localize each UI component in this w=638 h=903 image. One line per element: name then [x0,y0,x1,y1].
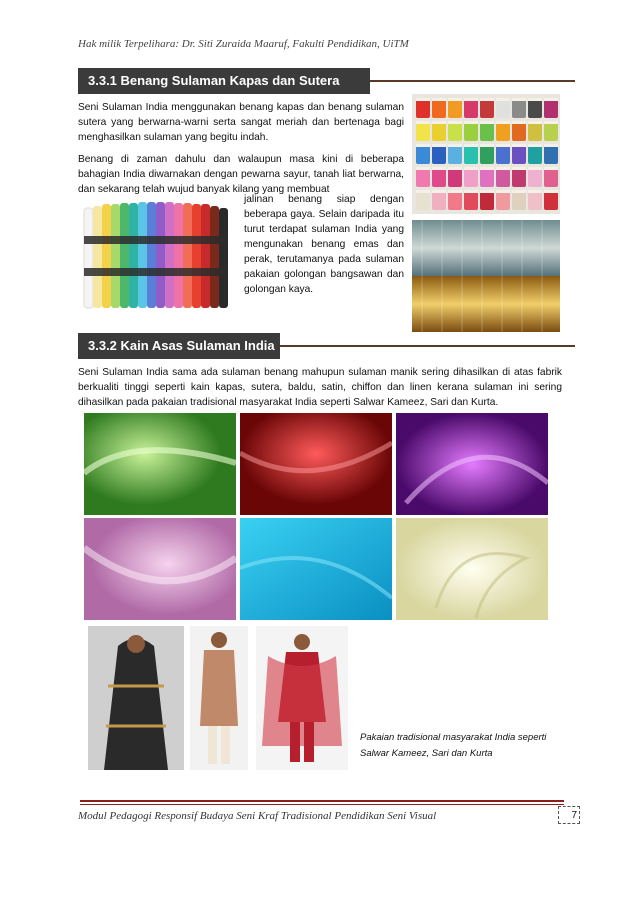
caption-line-1: Pakaian tradisional masyarakat India seperti [360,732,547,743]
spool-cap [496,98,510,101]
spool-cap [432,190,446,193]
spool-cap [544,98,558,101]
spool-cap [512,144,526,147]
spool-cap [448,98,462,101]
spool-cap [544,190,558,193]
spool-cap [496,167,510,170]
section-heading-threads: 3.3.1 Benang Sulaman Kapas dan Sutera [78,68,370,94]
spool-cap [416,190,430,193]
metallic-threads-image [412,220,560,332]
spool-cap [512,190,526,193]
spool-cap [432,144,446,147]
paragraph-threads-history: Benang di zaman dahulu dan walaupun masa kini di beberapa bahagian India diwarnakan dengan pewarna sayur, tanah liat berwarna, dan sekarang telah wujud banyak kilang yang membuat [78,154,404,195]
spool-cap [448,121,462,124]
spool-cap [448,144,462,147]
paragraph-threads-intro: Seni Sulaman India menggunakan benang kapas dan benang sulaman sutera yang berwarna-warni serta sangat meriah dan bertenaga bagi menghasilkan sulaman yang begitu indah. [78,102,404,143]
spool-cap [512,98,526,101]
paragraph-fabrics: Seni Sulaman India sama ada sulaman benang mahupun sulaman manik sering dihasilkan di atas fabrik berkualiti tinggi seperti kain kapas, sutera, baldu, satin, chiffon dan linen kerana sulaman ini sering dihasilkan pada pakaian tradisional masyarakat India seperti Salwar Kameez, Sari dan Kurta. [78,367,562,408]
spool-cap [432,98,446,101]
embroidery-floss-image [80,198,235,316]
spool-cap [544,167,558,170]
clothing-caption [360,730,570,762]
salwar-kameez-image [256,626,348,770]
spool-cap [480,98,494,101]
spool-cap [528,121,542,124]
spool-cap [528,144,542,147]
heading-rule [280,345,575,347]
spool-cap [512,121,526,124]
footer-rule-thin [80,804,564,805]
red-satin-fabric-image [240,413,392,515]
kurta-image [190,626,248,770]
spool-cap [544,144,558,147]
spool-cap [480,190,494,193]
thread-spools-image [412,94,560,214]
spool-cap [512,167,526,170]
spool-cap [432,121,446,124]
spool-cap [432,167,446,170]
paragraph-threads-history-continued: jalinan benang siap dengan beberapa gaya. Selain daripada itu turut terdapat sulaman India yang mengunakan benang emas dan perak, terutamanya pada sulaman pakaian golongan bangsawan dan golongan kaya. [244,194,404,295]
spool-cap [464,144,478,147]
section-heading-fabrics: 3.3.2 Kain Asas Sulaman India [78,333,280,359]
spool-cap [480,144,494,147]
spool-cap [416,98,430,101]
spool-cap [528,190,542,193]
footer-rule [80,800,564,802]
purple-satin-fabric-image [396,413,548,515]
spool-cap [416,167,430,170]
spool-cap [528,167,542,170]
spool-cap [464,98,478,101]
page-header: Hak milik Terpelihara: Dr. Siti Zuraida Maaruf, Fakulti Pendidikan, UiTM [78,38,409,50]
heading-rule [370,80,575,82]
page-number: 7 [558,806,580,824]
sari-image [88,626,184,770]
spool-cap [496,121,510,124]
spool-cap [480,167,494,170]
spool-cap [496,144,510,147]
spool-cap [464,121,478,124]
spool-cap [448,190,462,193]
page-footer: Modul Pedagogi Responsif Budaya Seni Kraf Tradisional Pendidikan Seni Visual [78,810,437,822]
spool-cap [544,121,558,124]
spool-cap [464,190,478,193]
cream-chiffon-fabric-image [396,518,548,620]
spool-cap [416,144,430,147]
spool-cap [496,190,510,193]
spool-cap [464,167,478,170]
spool-cap [448,167,462,170]
caption-line-2: Salwar Kameez, Sari dan Kurta [360,748,493,759]
spool-cap [528,98,542,101]
blue-linen-fabric-image [240,518,392,620]
spool-cap [480,121,494,124]
pink-silk-fabric-image [84,518,236,620]
green-satin-fabric-image [84,413,236,515]
spool-cap [416,121,430,124]
